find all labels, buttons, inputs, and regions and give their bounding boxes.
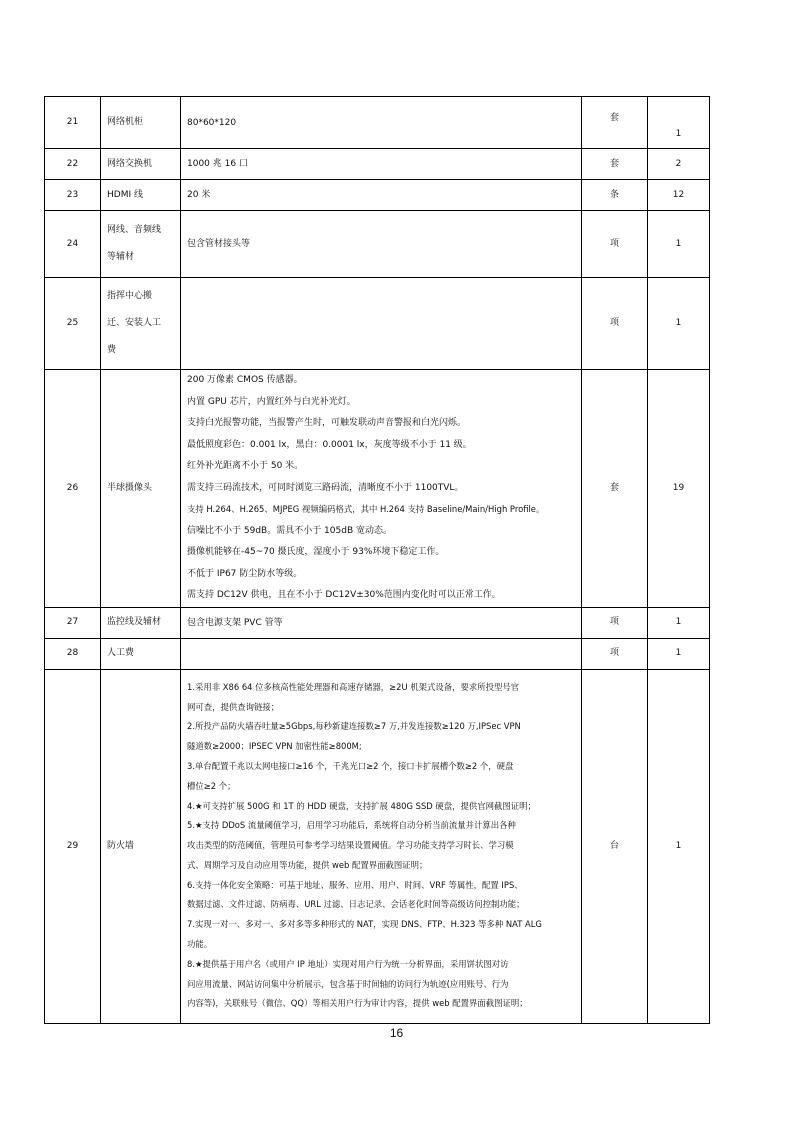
item-spec: 1000 兆 16 口 <box>181 149 582 180</box>
spec-line: 4.★可支持扩展 500G 和 1T 的 HDD 硬盘，支持扩展 480G SSD 硬盘，提供官网截图证明； <box>187 800 536 811</box>
item-spec <box>181 278 582 370</box>
item-quantity: 1 <box>648 97 710 149</box>
item-quantity: 19 <box>648 370 710 608</box>
item-number: 22 <box>45 149 101 180</box>
item-name: 网络交换机 <box>101 149 181 180</box>
item-quantity: 1 <box>648 211 710 278</box>
item-name: 指挥中心搬 迁、安装人工 费 <box>101 278 181 370</box>
table-row <box>45 607 710 638</box>
spec-line: 信噪比不小于 59dB。需具不小于 105dB 宽动态。 <box>187 525 392 536</box>
item-spec <box>181 370 582 608</box>
item-unit: 项 <box>582 278 648 370</box>
item-number: 27 <box>45 607 101 638</box>
table-row <box>45 370 710 608</box>
spec-line: 摄像机能够在-45~70 摄氏度，湿度小于 93%环境下稳定工作。 <box>187 547 445 557</box>
table-row <box>45 638 710 669</box>
spec-line: 200 万像素 CMOS 传感器。 <box>187 375 303 385</box>
item-unit: 项 <box>582 638 648 669</box>
item-name: 网线、音频线 等辅材 <box>101 211 181 278</box>
item-number: 28 <box>45 638 101 669</box>
table-row <box>45 180 710 211</box>
spec-line: 红外补光距离不小于 50 米。 <box>187 461 304 471</box>
item-unit: 条 <box>582 180 648 211</box>
item-unit: 套 <box>582 97 648 149</box>
page-number: 16 <box>389 1026 404 1040</box>
item-name: 网络机柜 <box>101 97 181 149</box>
spec-line: 5.★支持 DDoS 流量阈值学习，启用学习功能后，系统将自动分析当前流量并计算出各种 <box>187 820 516 831</box>
spec-line: 数据过滤、文件过滤、防病毒、URL 过滤、日志记录、会话老化时间等高级访问控制功能； <box>187 899 525 910</box>
spec-line: 攻击类型的防范阈值，管理员可参考学习结果设置阈值。学习功能支持学习时长、学习模 <box>187 840 514 851</box>
item-unit: 项 <box>582 607 648 638</box>
spec-line: 槽位≥2 个； <box>187 780 236 791</box>
spec-line: 功能。 <box>187 939 213 950</box>
item-number: 21 <box>45 97 101 149</box>
table-row <box>45 278 710 370</box>
spec-line: 问应用流量、网站访问集中分析展示，包含基于时间轴的访问行为轨迹(应用账号、行为 <box>187 978 509 989</box>
table-row <box>45 211 710 278</box>
table-row <box>45 149 710 180</box>
item-quantity: 12 <box>648 180 710 211</box>
item-quantity: 1 <box>648 638 710 669</box>
spec-line: 需支持三码流技术，可同时浏览三路码流，清晰度不小于 1100TVL。 <box>187 482 464 493</box>
spec-line: 需支持 DC12V 供电，且在不小于 DC12V±30%范围内变化时可以正常工作。 <box>187 590 501 600</box>
item-unit: 套 <box>582 370 648 608</box>
table-row <box>45 97 710 149</box>
item-name: 防火墙 <box>101 669 181 1023</box>
item-unit: 项 <box>582 211 648 278</box>
spec-line: 7.实现一对一、多对一、多对多等多种形式的 NAT，实现 DNS、FTP、H.323 等多种 NAT ALG <box>187 919 542 930</box>
spec-line: 隧道数≥2000；IPSEC VPN 加密性能≥800M; <box>187 741 362 752</box>
spec-line: 支持白光报警功能，当报警产生时，可触发联动声音警报和白光闪烁。 <box>187 418 467 428</box>
spec-line: 不低于 IP67 防尘防水等级。 <box>187 568 303 579</box>
item-unit: 套 <box>582 149 648 180</box>
item-quantity: 1 <box>648 607 710 638</box>
item-name: 半球摄像头 <box>101 370 181 608</box>
item-spec: 包含电源支架 PVC 管等 <box>181 607 582 638</box>
spec-line: 支持 H.264、H.265、MJPEG 视频编码格式，其中 H.264 支持 Baseline/Main/High Profile。 <box>187 504 545 514</box>
spec-line: 8.★提供基于用户名（或用户 IP 地址）实现对用户行为统一分析界面，采用饼状图对访 <box>187 958 509 969</box>
item-number: 23 <box>45 180 101 211</box>
item-name: 人工费 <box>101 638 181 669</box>
item-spec: 80*60*120 <box>181 97 582 149</box>
item-number: 26 <box>45 370 101 608</box>
table-row <box>45 669 710 1023</box>
item-number: 25 <box>45 278 101 370</box>
spec-line: 3.单台配置千兆以太网电接口≥16 个，千兆光口≥2 个，接口卡扩展槽个数≥2 个，硬盘 <box>187 760 514 771</box>
item-spec: 20 米 <box>181 180 582 211</box>
item-quantity: 1 <box>648 669 710 1023</box>
spec-line: 内置 GPU 芯片，内置红外与白光补光灯。 <box>187 396 356 407</box>
item-number: 29 <box>45 669 101 1023</box>
spec-line: 内容等)，关联账号（微信、QQ）等相关用户行为审计内容，提供 web 配置界面截图证明； <box>187 998 528 1009</box>
spec-line: 1.采用非 X86 64 位多核高性能处理器和高速存储器，≥2U 机架式设备，要求所投型号官 <box>187 681 520 692</box>
spec-line: 2.所投产品防火墙吞吐量≥5Gbps,每秒新建连接数≥7 万,并发连接数≥120 万,IPSec VPN <box>187 721 521 732</box>
spec-line: 式、周期学习及自动应用等功能，提供 web 配置界面截图证明； <box>187 859 428 870</box>
item-spec: 包含管材接头等 <box>181 211 582 278</box>
item-quantity: 2 <box>648 149 710 180</box>
equipment-table <box>44 96 710 1024</box>
item-unit: 台 <box>582 669 648 1023</box>
item-number: 24 <box>45 211 101 278</box>
item-name: HDMI 线 <box>101 180 181 211</box>
spec-line: 6.支持一体化安全策略：可基于地址、服务、应用、用户、时间、VRF 等属性，配置 IPS、 <box>187 879 523 890</box>
item-name: 监控线及辅材 <box>101 607 181 638</box>
spec-line: 网可查，提供查询链接； <box>187 701 280 712</box>
item-quantity: 1 <box>648 278 710 370</box>
item-spec <box>181 638 582 669</box>
spec-line: 最低照度彩色：0.001 lx，黑白：0.0001 lx，灰度等级不小于 11 级。 <box>187 439 472 450</box>
item-spec <box>181 669 582 1023</box>
